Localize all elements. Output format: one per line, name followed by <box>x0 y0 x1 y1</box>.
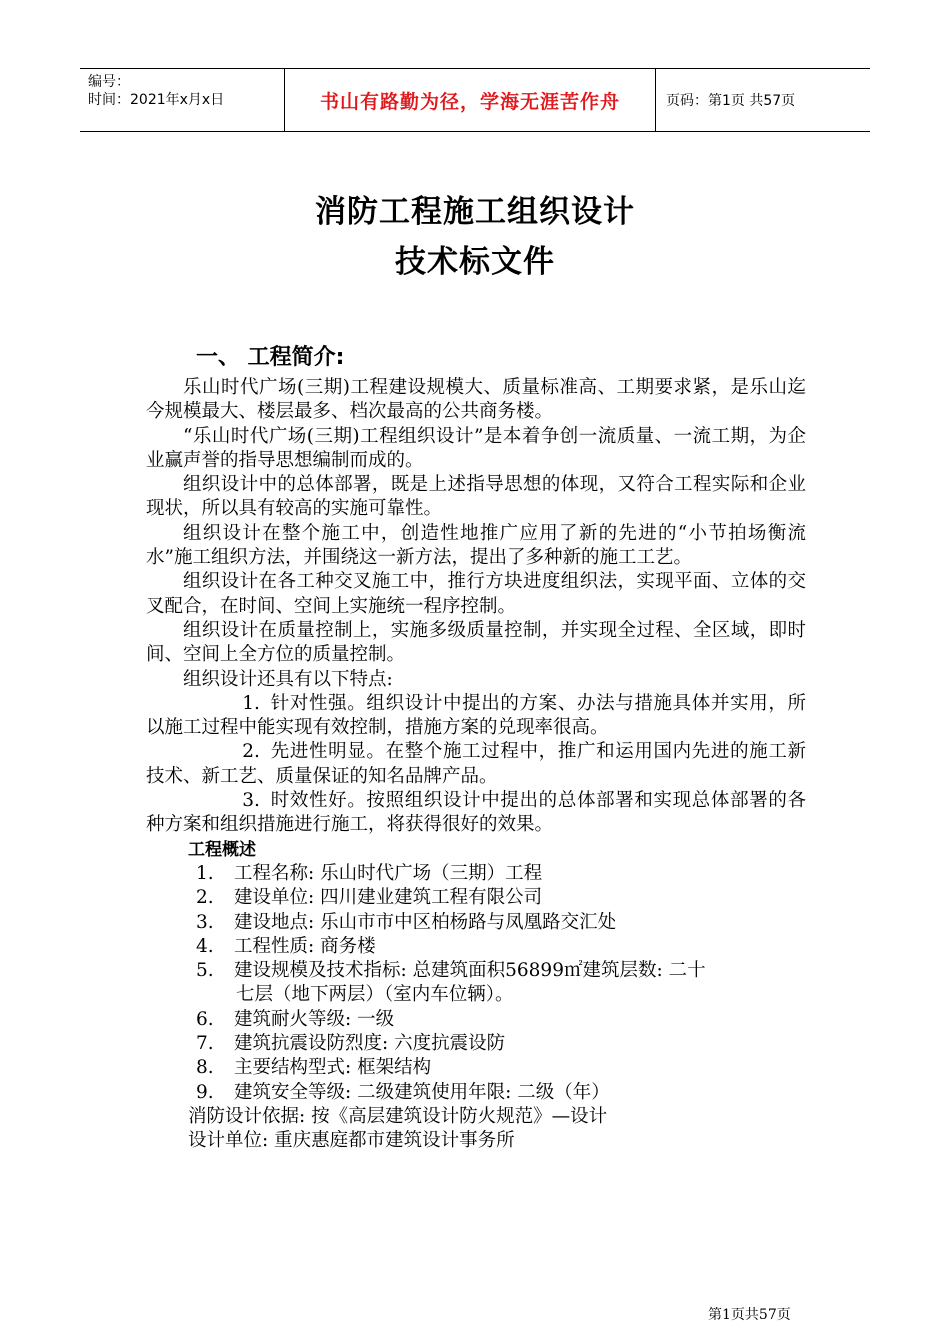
header-motto: 书山有路勤为径，学海无涯苦作舟 <box>284 69 656 131</box>
overview-number: 3. <box>196 911 214 933</box>
overview-text: 建设单位: 四川建业建筑工程有限公司 <box>234 887 543 909</box>
overview-text: 主要结构型式: 框架结构 <box>234 1057 432 1079</box>
paragraph: 组织设计在各工种交叉施工中，推行方块进度组织法，实现平面、立体的交叉配合，在时间、空间上实施统一程序控制。 <box>146 571 806 617</box>
overview-item <box>196 1008 806 1032</box>
feature-item <box>146 740 806 789</box>
feature-number: 2. <box>242 741 260 763</box>
paragraph: 乐山时代广场(三期)工程建设规模大、质量标准高、工期要求紧，是乐山迄今规模最大、楼层最多、档次最高的公共商务楼。 <box>146 377 806 423</box>
document-title: 消防工程施工组织设计 <box>315 194 635 230</box>
header-table <box>80 68 870 132</box>
paragraph: 组织设计在质量控制上，实施多级质量控制，并实现全过程、全区域，即时间、空间上全方位的质量控制。 <box>146 619 806 666</box>
page-footer: 第1页共57页 <box>708 1307 791 1323</box>
section-heading: 一、 工程简介: <box>196 345 345 370</box>
feature-text: 针对性强。组织设计中提出的方案、办法与措施具体并实用，所以施工过程中能实现有效控制，措施方案的兑现率很高。 <box>146 692 806 739</box>
document-time-label: 时间：2021年x月x日 <box>88 92 225 108</box>
paragraph: “乐山时代广场(三期)工程组织设计”是本着争创一流质量、一流工期，为企业赢声誉的指导思想编制而成的。 <box>146 425 806 471</box>
overview-number: 5. <box>196 960 214 982</box>
feature-number: 1. <box>242 692 260 714</box>
overview-number: 9. <box>196 1081 214 1103</box>
document-body <box>146 376 806 1154</box>
overview-number: 4. <box>196 935 214 957</box>
overview-item <box>196 886 806 910</box>
feature-number: 3. <box>242 790 260 812</box>
overview-item <box>196 1056 806 1080</box>
paragraph: 组织设计还具有以下特点: <box>183 668 393 690</box>
paragraph: 组织设计中的总体部署，既是上述指导思想的体现，又符合工程实际和企业现状，所以具有较高的实施可靠性。 <box>146 474 806 520</box>
overview-text: 工程性质: 商务楼 <box>234 935 376 957</box>
feature-item <box>146 789 806 838</box>
overview-text: 工程名称: 乐山时代广场（三期）工程 <box>234 862 543 884</box>
overview-text: 建筑耐火等级: 一级 <box>234 1008 395 1030</box>
overview-item <box>196 959 806 983</box>
overview-text: 建设地点: 乐山市市中区柏杨路与凤凰路交汇处 <box>234 911 617 933</box>
overview-item <box>196 1032 806 1056</box>
overview-item <box>196 1081 806 1105</box>
document-subtitle: 技术标文件 <box>395 244 555 280</box>
header-page-label: 页码：第1页 共57页 <box>666 93 796 109</box>
overview-text: 建设规模及技术指标: 总建筑面积56899㎡建筑层数: 二十 <box>234 960 706 982</box>
overview-item <box>196 911 806 935</box>
feature-text: 时效性好。按照组织设计中提出的总体部署和实现总体部署的各种方案和组织措施进行施工，将获得很好的效果。 <box>146 790 806 836</box>
overview-number: 2. <box>196 887 214 909</box>
feature-text: 先进性明显。在整个施工过程中，推广和运用国内先进的施工新技术、新工艺、质量保证的知名品牌产品。 <box>146 741 806 787</box>
document-number-label: 编号： <box>88 74 130 90</box>
overview-number: 7. <box>196 1033 214 1055</box>
paragraph: 组织设计在整个施工中，创造性地推广应用了新的先进的“小节拍场衡流水”施工组织方法，并围绕这一新方法，提出了多种新的施工工艺。 <box>146 522 806 569</box>
overview-item <box>196 935 806 959</box>
overview-text: 建筑抗震设防烈度: 六度抗震设防 <box>234 1033 506 1055</box>
header-meta <box>80 69 284 131</box>
overview-heading: 工程概述 <box>188 839 256 860</box>
overview-number: 6. <box>196 1008 214 1030</box>
design-basis: 消防设计依据: 按《高层建筑设计防火规范》—设计 <box>188 1105 608 1127</box>
design-unit: 设计单位: 重庆惠庭都市建筑设计事务所 <box>188 1130 515 1152</box>
overview-number: 1. <box>196 862 214 884</box>
overview-item <box>196 862 806 886</box>
overview-item-continuation: 七层（地下两层）（室内车位辆）。 <box>236 984 514 1006</box>
feature-item <box>146 692 806 741</box>
overview-number: 8. <box>196 1057 214 1079</box>
overview-text: 建筑安全等级: 二级建筑使用年限: 二级（年） <box>234 1081 610 1103</box>
